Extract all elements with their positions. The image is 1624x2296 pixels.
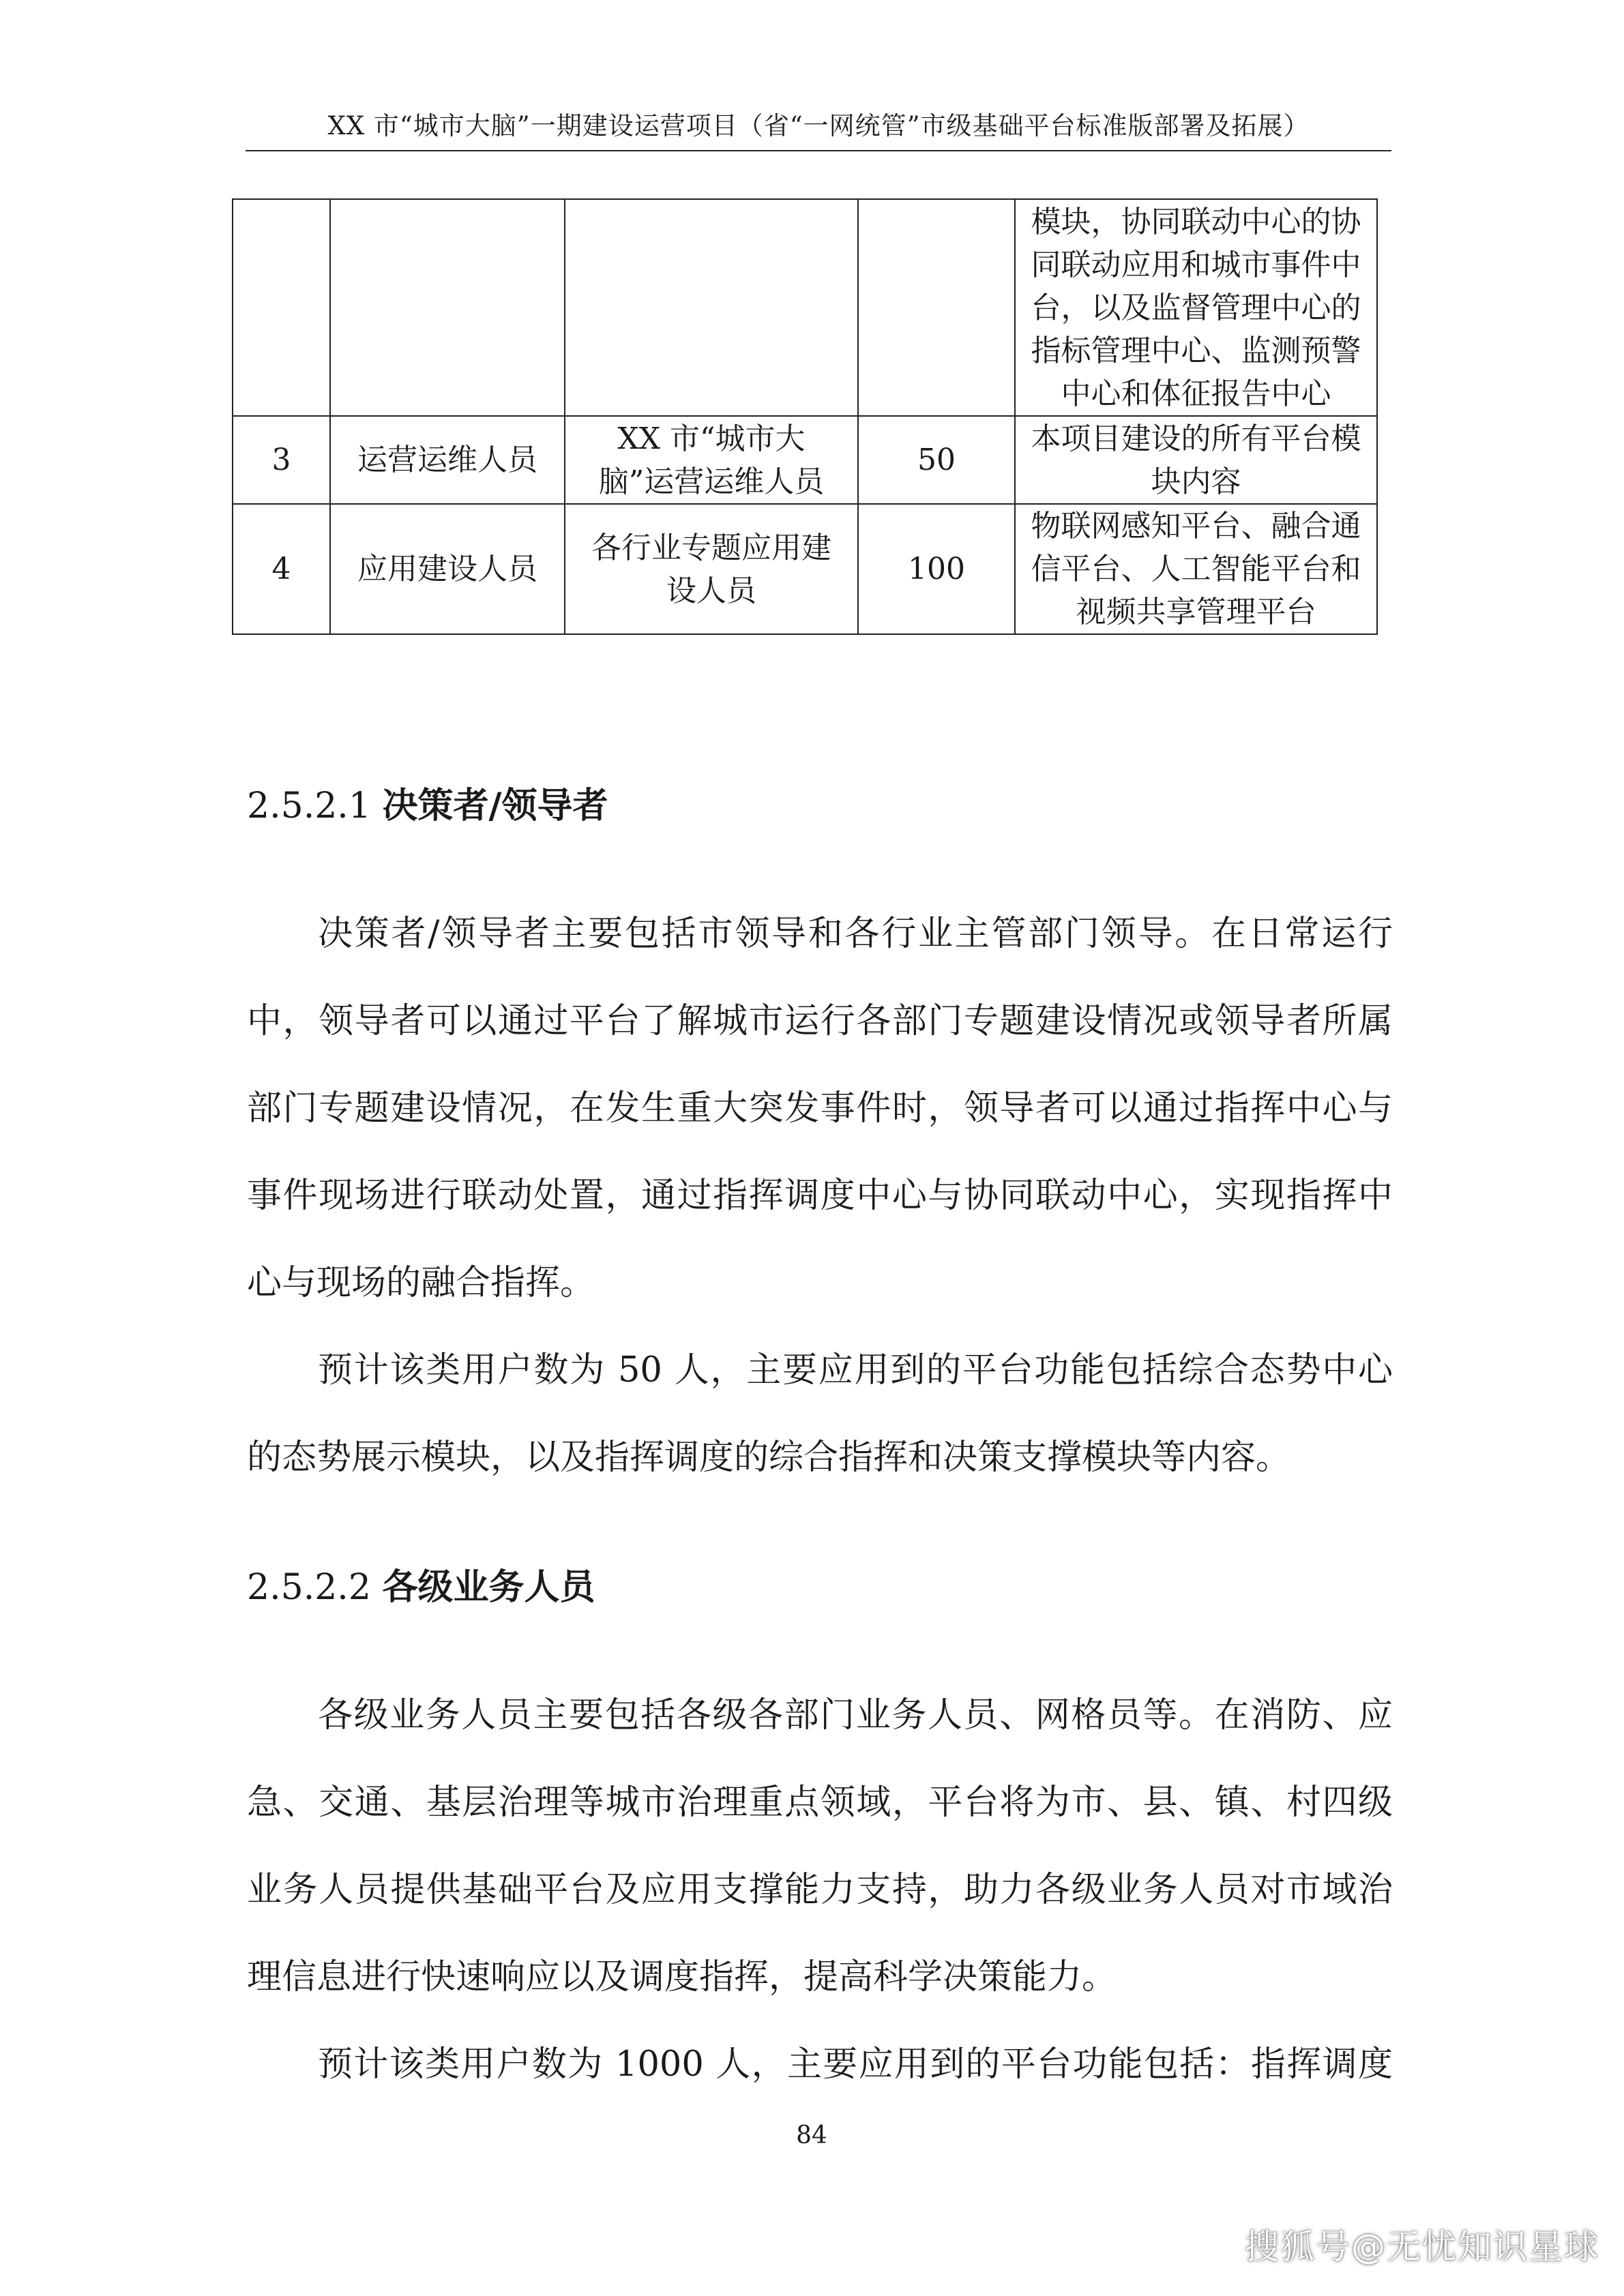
user-table: [232, 198, 1378, 635]
paragraph-line: 心与现场的融合指挥。: [247, 1263, 595, 1303]
paragraph-line: 事件现场进行联动处置，通过指挥调度中心与协同联动中心，实现指挥中: [247, 1176, 1393, 1216]
cell-no: [233, 199, 330, 416]
cell-desc: [565, 199, 858, 416]
section-heading: [247, 784, 608, 828]
paragraph-line: 理信息进行快速响应以及调度指挥，提高科学决策能力。: [247, 1957, 1117, 1997]
paragraph: [247, 1672, 1393, 2021]
paragraph-line: 预计该类用户数为 50 人，主要应用到的平台功能包括综合态势中心: [318, 1350, 1393, 1390]
table-row: [233, 416, 1377, 504]
cell-role: 应用建设人员: [330, 504, 565, 634]
cell-no: 3: [233, 416, 330, 504]
cell-role: [330, 199, 565, 416]
table-row: [233, 199, 1377, 416]
paragraph-line: 的态势展示模块，以及指挥调度的综合指挥和决策支撑模块等内容。: [247, 1437, 1291, 1478]
paragraph: [247, 891, 1393, 1327]
watermark: 搜狐号@无忧知识星球: [1245, 2227, 1599, 2267]
section-number: 2.5.2.2: [247, 1567, 371, 1608]
page-number: 84: [796, 2121, 827, 2149]
cell-role: 运营运维人员: [330, 416, 565, 504]
section-title: 决策者/领导者: [382, 786, 608, 826]
paragraph-line: 各级业务人员主要包括各级各部门业务人员、网格员等。在消防、应: [318, 1695, 1393, 1735]
paragraph: [247, 1327, 1393, 1502]
paragraph-line: 部门专题建设情况，在发生重大突发事件时，领导者可以通过指挥中心与: [247, 1088, 1393, 1129]
cell-no: 4: [233, 504, 330, 634]
paragraph-line: 决策者/领导者主要包括市领导和各行业主管部门领导。在日常运行: [318, 914, 1393, 954]
section-title: 各级业务人员: [382, 1567, 595, 1608]
cell-content: 模块，协同联动中心的协同联动应用和城市事件中台，以及监督管理中心的指标管理中心、监测预警中心和体征报告中心: [1015, 199, 1377, 416]
cell-desc: 各行业专题应用建设人员: [565, 504, 858, 634]
cell-count: [858, 199, 1015, 416]
paragraph-line: 中，领导者可以通过平台了解城市运行各部门专题建设情况或领导者所属: [247, 1001, 1393, 1041]
section-number: 2.5.2.1: [247, 786, 371, 826]
cell-content: 本项目建设的所有平台模块内容: [1015, 416, 1377, 504]
paragraph-line: 急、交通、基层治理等城市治理重点领域，平台将为市、县、镇、村四级: [247, 1783, 1393, 1823]
paragraph-line: 预计该类用户数为 1000 人，主要应用到的平台功能包括：指挥调度: [318, 2044, 1393, 2085]
table-row: [233, 504, 1377, 634]
cell-content: 物联网感知平台、融合通信平台、人工智能平台和视频共享管理平台: [1015, 504, 1377, 634]
header-rule: [246, 150, 1391, 151]
document-header: XX 市“城市大脑”一期建设运营项目（省“一网统管”市级基础平台标准版部署及拓展）: [327, 111, 1310, 140]
cell-count: 100: [858, 504, 1015, 634]
cell-count: 50: [858, 416, 1015, 504]
paragraph: [247, 2021, 1393, 2108]
paragraph-line: 业务人员提供基础平台及应用支撑能力支持，助力各级业务人员对市域治: [247, 1870, 1393, 1910]
cell-desc: XX 市“城市大脑”运营运维人员: [565, 416, 858, 504]
section-heading: [247, 1566, 595, 1609]
